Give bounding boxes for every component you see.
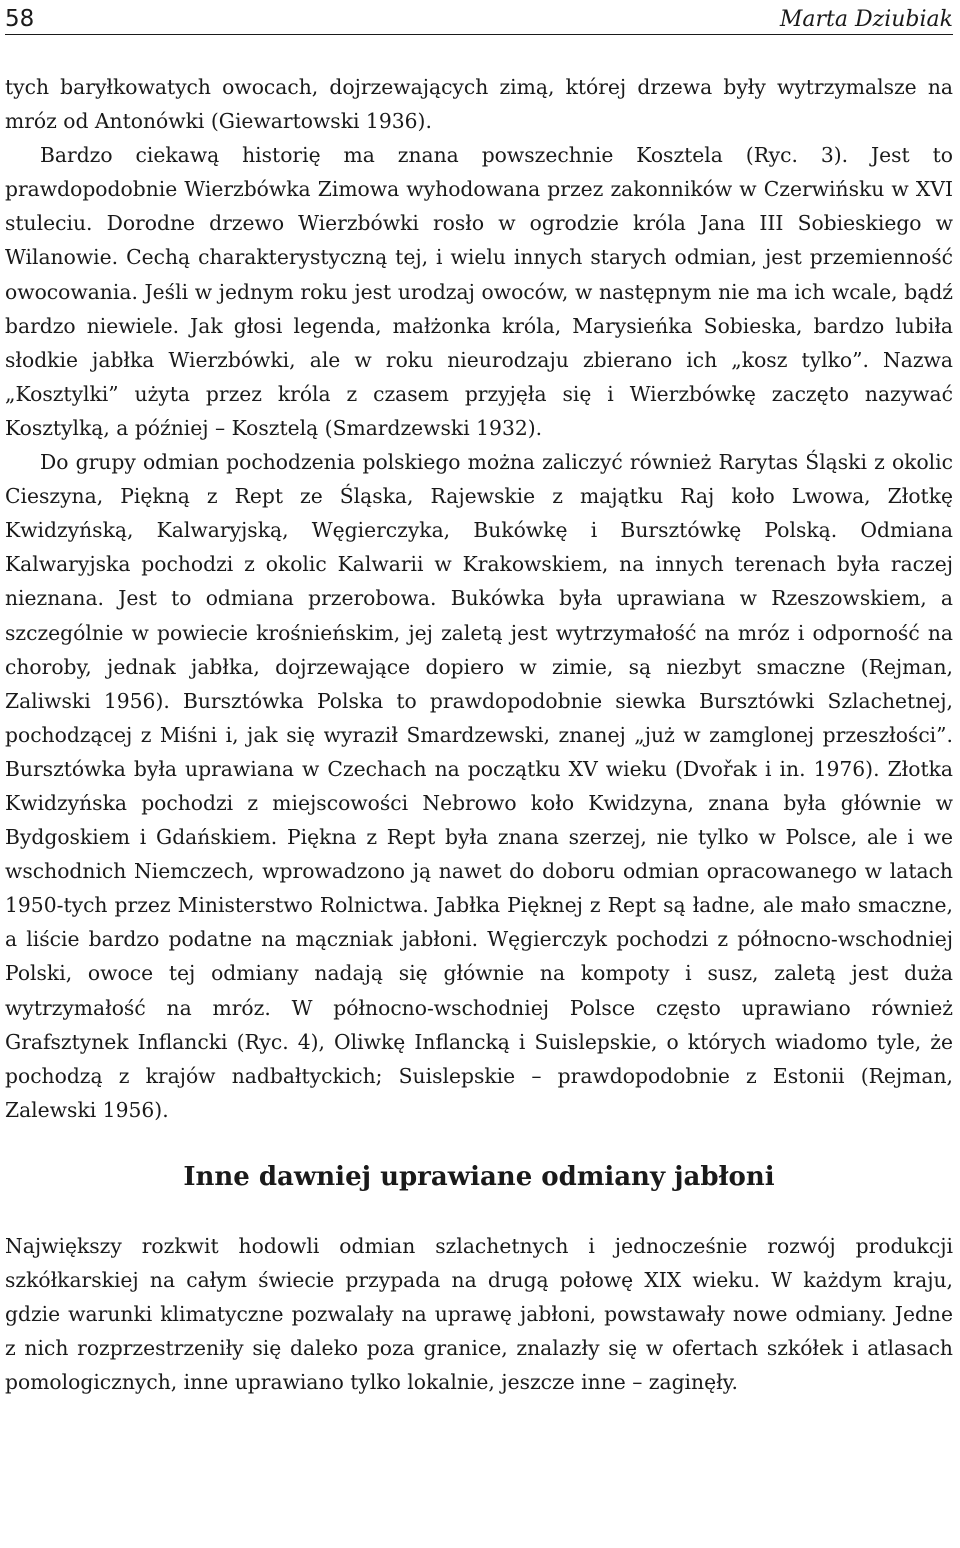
running-header <box>5 4 953 35</box>
section-heading: Inne dawniej uprawiane odmiany jabłoni <box>183 1161 775 1192</box>
running-header-author: Marta Dziubiak <box>779 6 953 32</box>
article-body <box>5 70 953 1399</box>
paragraph-kosztela: Bardzo ciekawą historię ma znana powszechnie Kosztela (Ryc. 3). Jest to prawdopodobnie Wierzbówka Zimowa wyhodowana przez zakonników w Czerwińsku w XVI stuleciu. Dorodne drzewo Wierzbówki rosło w ogrodzie króla Jana III Sobieskiego w Wilanowie. Cechą charakterystyczną tej, i wielu innych starych odmian, jest przemienność owocowania. Jeśli w jednym roku jest urodzaj owoców, w następnym nie ma ich wcale, bądź bardzo niewiele. Jak głosi legenda, małżonka króla, Marysieńka Sobieska, bardzo lubiła słodkie jabłka Wierzbówki, ale w roku nieurodzaju zbierano ich „kosz tylko”. Nazwa „Kosztylki” użyta przez króla z czasem przyjęła się i Wierzbówkę zaczęto nazywać Kosztylką, a później – Kosztelą (Smardzewski 1932). <box>5 143 953 440</box>
page-number: 58 <box>5 6 35 32</box>
paragraph-polish-varieties: Do grupy odmian pochodzenia polskiego można zaliczyć również Rarytas Śląski z okolic Cieszyna, Piękną z Rept ze Śląska, Rajewskie z majątku Raj koło Lwowa, Złotkę Kwidzyńską, Kalwaryjską, Węgierczyka, Bukówkę i Bursztówkę Polską. Odmiana Kalwaryjska pochodzi z okolic Kalwarii w Krakowskiem, na innych terenach była raczej nieznana. Jest to odmiana przerobowa. Bukówka była uprawiana w Rzeszowskiem, a szczególnie w powiecie krośnieńskim, jej zaletą jest wytrzymałość na mróz i odporność na choroby, jednak jabłka, dojrzewające dopiero w zimie, są niezbyt smaczne (Rejman, Zaliwski 1956). Bursztówka Polska to prawdopodobnie siewka Bursztówki Szlachetnej, pochodzącej z Miśni i, jak się wyraził Smardzewski, znanej „już w zamglonej przeszłości”. Bursztówka była uprawiana w Czechach na początku XV wieku (Dvořak i in. 1976). Złotka Kwidzyńska pochodzi z miejscowości Nebrowo koło Kwidzyna, znana była głównie w Bydgoskiem i Gdańskiem. Piękna z Rept była znana szerzej, nie tylko w Polsce, ale i we wschodnich Niemczech, wprowadzono ją nawet do doboru odmian opracowanego w latach 1950-tych przez Ministerstwo Rolnictwa. Jabłka Pięknej z Rept są ładne, ale mało smaczne, a liście bardzo podatne na mączniak jabłoni. Węgierczyk pochodzi z północno-wschodniej Polski, owoce tej odmiany nadają się głównie na kompoty i susz, zaletą jest duża wytrzymałość na mróz. W północno-wschodniej Polsce często uprawiano również Grafsztynek Inflancki (Ryc. 4), Oliwkę Inflancką i Suislepskie, o których wiadomo tyle, że pochodzą z krajów nadbałtyckich; Suislepskie – prawdopodobnie z Estonii (Rejman, Zalewski 1956). <box>5 450 953 1122</box>
paragraph-continuation: tych baryłkowatych owocach, dojrzewających zimą, której drzewa były wytrzymalsze na mróz od Antonówki (Giewartowski 1936). <box>5 75 953 134</box>
document-page <box>5 0 953 1548</box>
paragraph-section-intro: Największy rozkwit hodowli odmian szlachetnych i jednocześnie rozwój produkcji szkółkarskiej na całym świecie przypada na drugą połowę XIX wieku. W każdym kraju, gdzie warunki klimatyczne pozwalały na uprawę jabłoni, powstawały nowe odmiany. Jedne z nich rozprzestrzeniły się daleko poza granice, znalazły się w ofertach szkółek i atlasach pomologicznych, inne uprawiano tylko lokalnie, jeszcze inne – zaginęły. <box>5 1233 953 1395</box>
